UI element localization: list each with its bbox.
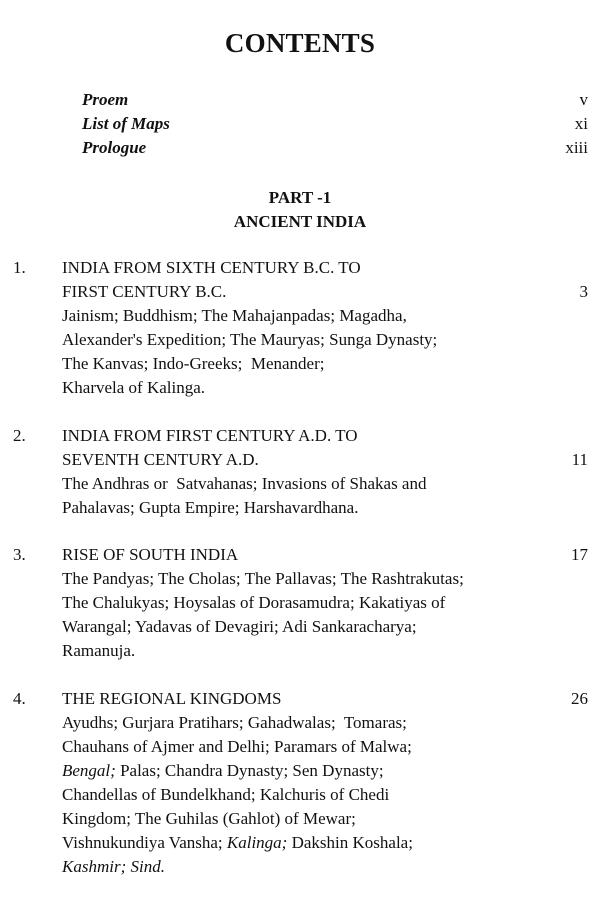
front-matter-label: Proem bbox=[82, 90, 129, 109]
chapter-description bbox=[62, 472, 588, 520]
chapter-entry bbox=[0, 687, 588, 879]
description-line: Pahalavas; Gupta Empire; Harshavardhana. bbox=[62, 498, 359, 517]
description-text: Vishnukundiya Vansha; bbox=[62, 833, 227, 852]
chapter-number: 1. bbox=[13, 258, 26, 277]
chapter-description bbox=[62, 304, 588, 400]
description-line: Chauhans of Ajmer and Delhi; Paramars of Malwa; bbox=[62, 737, 412, 756]
chapter-page: 26 bbox=[571, 689, 588, 708]
part-heading bbox=[0, 186, 600, 234]
chapter-page: 3 bbox=[579, 282, 588, 301]
region-name: Kashmir; Sind. bbox=[62, 857, 165, 876]
front-matter-item bbox=[82, 112, 588, 136]
chapter-description bbox=[62, 567, 588, 663]
chapter-title-line: INDIA FROM FIRST CENTURY A.D. TO bbox=[62, 426, 358, 445]
chapter-number: 3. bbox=[13, 545, 26, 564]
description-text: Palas; Chandra Dynasty; Sen Dynasty; bbox=[115, 761, 384, 780]
description-line: The Chalukyas; Hoysalas of Dorasamudra; Kakatiyas of bbox=[62, 593, 446, 612]
description-line: The Kanvas; Indo-Greeks; Menander; bbox=[62, 354, 325, 373]
front-matter-item bbox=[82, 88, 588, 112]
chapter-description bbox=[62, 711, 588, 879]
description-line: Ayudhs; Gurjara Pratihars; Gahadwalas; Tomaras; bbox=[62, 713, 407, 732]
front-matter-page: xi bbox=[574, 114, 588, 133]
chapter-entry bbox=[0, 424, 588, 520]
front-matter-page: v bbox=[579, 90, 588, 109]
description-line: Ramanuja. bbox=[62, 641, 136, 660]
description-text: Dakshin Koshala; bbox=[287, 833, 413, 852]
front-matter-page: xiii bbox=[565, 138, 588, 157]
region-name: Bengal; bbox=[62, 761, 116, 780]
description-line: Jainism; Buddhism; The Mahajanpadas; Magadha, bbox=[62, 306, 407, 325]
front-matter-label: Prologue bbox=[82, 138, 147, 157]
part-name: ANCIENT INDIA bbox=[233, 212, 367, 231]
chapter-title-line: INDIA FROM SIXTH CENTURY B.C. TO bbox=[62, 258, 361, 277]
description-line: The Pandyas; The Cholas; The Pallavas; The Rashtrakutas; bbox=[62, 569, 464, 588]
chapter-title-line: THE REGIONAL KINGDOMS bbox=[62, 689, 282, 708]
chapter-title-line: FIRST CENTURY B.C. bbox=[62, 282, 227, 301]
description-line bbox=[62, 831, 588, 855]
description-line: Alexander's Expedition; The Mauryas; Sunga Dynasty; bbox=[62, 330, 438, 349]
chapter-entry bbox=[0, 256, 588, 400]
chapter-title-line: SEVENTH CENTURY A.D. bbox=[62, 450, 259, 469]
region-name: Kalinga; bbox=[226, 833, 288, 852]
description-line: Kingdom; The Guhilas (Gahlot) of Mewar; bbox=[62, 809, 356, 828]
description-line: Warangal; Yadavas of Devagiri; Adi Sankaracharya; bbox=[62, 617, 417, 636]
front-matter-list bbox=[82, 88, 588, 160]
page-title: CONTENTS bbox=[224, 28, 376, 58]
front-matter-label: List of Maps bbox=[82, 114, 170, 133]
description-line bbox=[62, 855, 588, 879]
chapter-title-line: RISE OF SOUTH INDIA bbox=[62, 545, 239, 564]
chapter-number: 4. bbox=[13, 689, 26, 708]
chapter-page: 11 bbox=[571, 450, 588, 469]
front-matter-item bbox=[82, 136, 588, 160]
description-line bbox=[62, 759, 588, 783]
part-number: PART -1 bbox=[268, 188, 332, 207]
chapter-page: 17 bbox=[571, 545, 588, 564]
chapter-entry bbox=[0, 543, 588, 663]
chapter-number: 2. bbox=[13, 426, 26, 445]
description-line: Kharvela of Kalinga. bbox=[62, 378, 206, 397]
description-line: The Andhras or Satvahanas; Invasions of Shakas and bbox=[62, 474, 427, 493]
description-line: Chandellas of Bundelkhand; Kalchuris of Chedi bbox=[62, 785, 390, 804]
